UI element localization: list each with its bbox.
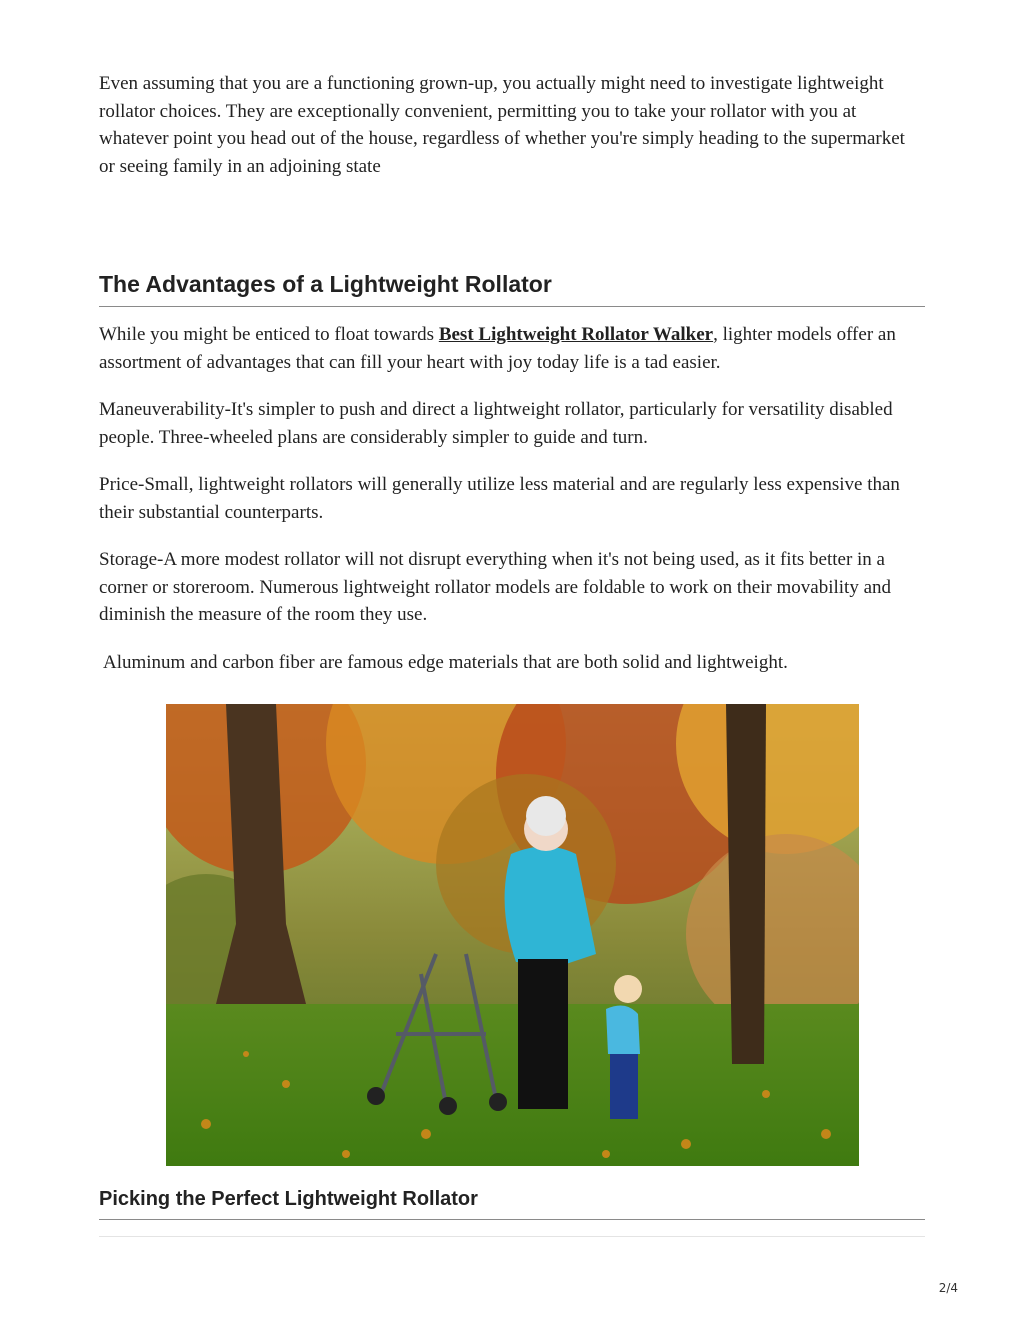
price-paragraph: Price-Small, lightweight rollators will generally utilize less material and are regularly less expensive than their substantial counterparts. <box>99 474 900 523</box>
intro-paragraph: Even assuming that you are a functioning grown-up, you actually might need to investigate lightweight rollator choices. They are exceptionally convenient, permitting you to take your rollator with you at whatever point you head out of the house, regardless of whether you're simply heading to the supermarket or seeing family in an adjoining state <box>99 73 905 177</box>
section-heading-picking: Picking the Perfect Lightweight Rollator <box>99 1188 925 1220</box>
advantages-paragraph <box>99 321 925 376</box>
paragraph-text-before-link: While you might be enticed to float towards <box>99 324 439 345</box>
section-heading-advantages: The Advantages of a Lightweight Rollator <box>99 271 925 307</box>
best-lightweight-rollator-link[interactable]: Best Lightweight Rollator Walker <box>438 324 714 345</box>
document-page <box>99 70 925 1237</box>
page-number: 2/4 <box>938 1281 958 1295</box>
elderly-woman-with-rollator-photo <box>166 704 859 1166</box>
paragraph-text-after-link: , lighter models offer an assortment of advantages that can fill your heart with joy today life is a tad easier. <box>99 324 896 373</box>
maneuverability-paragraph: Maneuverability-It's simpler to push and direct a lightweight rollator, particularly for versatility disabled people. Three-wheeled plans are considerably simpler to guide and turn. <box>99 399 893 448</box>
storage-paragraph: Storage-A more modest rollator will not disrupt everything when it's not being used, as it fits better in a corner or storeroom. Numerous lightweight rollator models are foldable to work on their movability and diminish the measure of the room they use. <box>99 549 891 625</box>
materials-paragraph: Aluminum and carbon fiber are famous edge materials that are both solid and lightweight. <box>103 651 788 673</box>
section-divider <box>99 1236 925 1237</box>
